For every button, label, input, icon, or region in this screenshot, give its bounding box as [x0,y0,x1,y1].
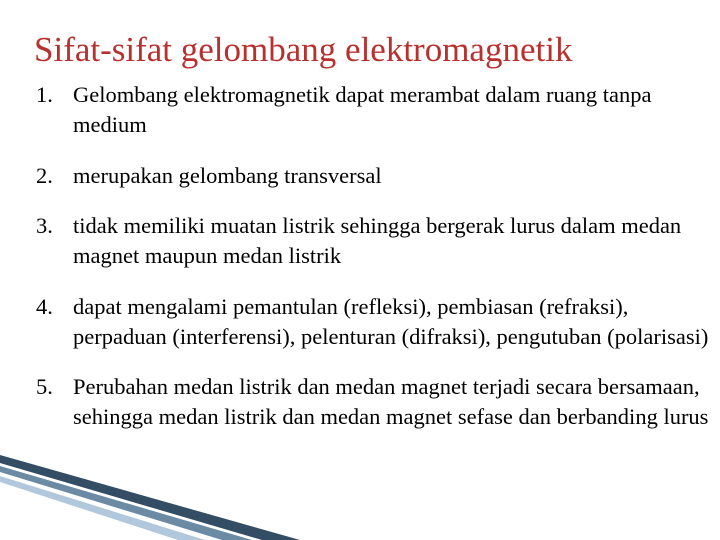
list-item [36,161,720,191]
list-item [36,211,720,271]
item-text: dapat mengalami pemantulan (refleksi), pembiasan (refraksi), perpaduan (interferensi), pelenturan (difraksi), pengutuban (polarisasi) [73,294,709,349]
slide-title: Sifat-sifat gelombang elektromagnetik [34,30,573,69]
item-number: 5. [36,374,53,399]
item-text: Perubahan medan listrik dan medan magnet terjadi secara bersamaan, sehingga medan listrik dan medan magnet sefase dan berbanding lurus [73,374,709,429]
item-text: tidak memiliki muatan listrik sehingga bergerak lurus dalam medan magnet maupun medan listrik [73,213,682,268]
list-item [36,372,720,432]
item-text: Gelombang elektromagnetik dapat merambat dalam ruang tanpa medium [73,82,652,137]
item-text: merupakan gelombang transversal [73,163,382,188]
item-number: 3. [36,213,53,238]
list-item [36,80,720,140]
item-number: 4. [36,294,53,319]
item-number: 1. [36,82,53,107]
list-item [36,292,720,352]
properties-list [36,80,720,452]
item-number: 2. [36,163,53,188]
